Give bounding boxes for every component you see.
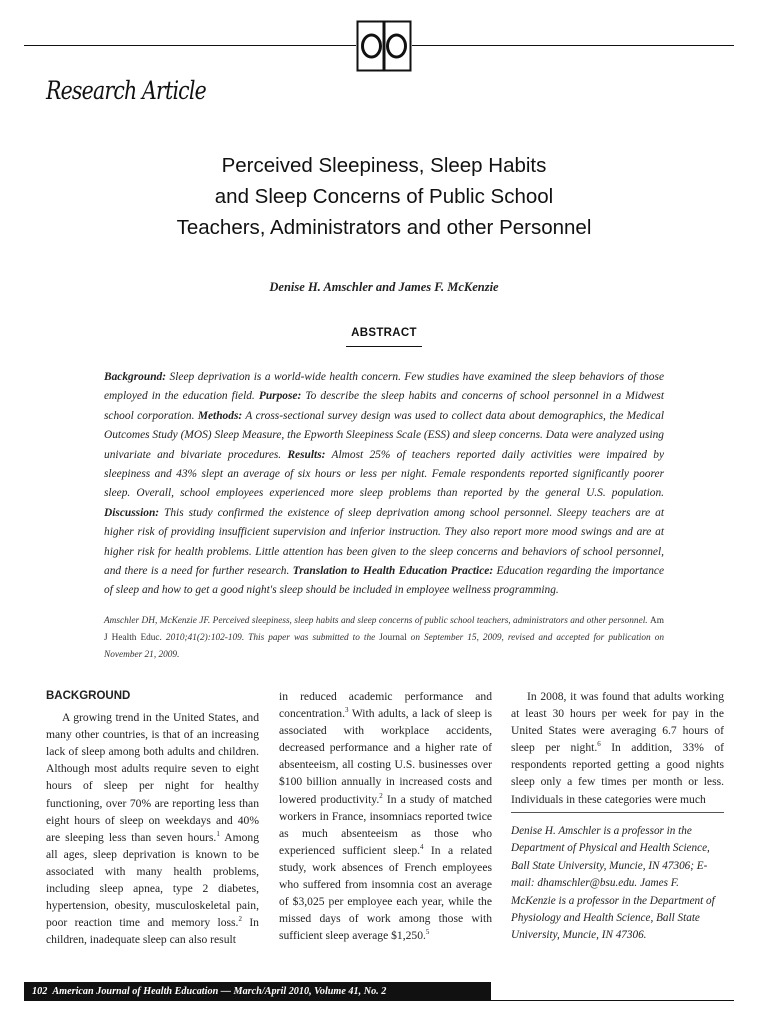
abstract-purpose-text: To describe the sleep habits and concerns of school personnel in a Midwest school corporation. [104, 390, 664, 422]
citation-part-1: Amschler DH, McKenzie JF. Perceived sleepiness, sleep habits and sleep concerns of public school teachers, administrators and other personnel. [104, 616, 651, 626]
citation-part-2: 2010;41(2):102-109. This paper was submitted to the [161, 633, 380, 643]
body-text: In addition, 33% of respondents reported getting a good nights sleep only a few times per month or less. Individuals in these categories were much [511, 741, 724, 806]
body-column-2 [279, 688, 492, 944]
footnote-ref: 5 [425, 928, 430, 937]
footnote-ref: 2 [238, 915, 242, 924]
header-rule-right [412, 45, 734, 46]
footer-journal-name: American Journal of Health Education [52, 986, 219, 997]
authors: Denise H. Amschler and James F. McKenzie [269, 280, 499, 294]
author-note-rule [511, 812, 724, 813]
body-text: In a related study, work absences of French employees who suffered from insomnia cost an average of $3,025 per employee each year, while the missed days of work among those with sufficient sleep average $1,250. [279, 843, 492, 943]
abstract-methods-text: A cross-sectional survey design was used to collect data about demographics, the Medical Outcomes Study (MOS) Sleep Measure, the Epworth Sleepiness Scale (ESS) and sleep concerns. Data were analyzed using univariate and bivariate procedures. [104, 409, 664, 461]
article-title [60, 150, 708, 243]
body-text: With adults, a lack of sleep is associated with workplace accidents, decreased performance and a higher rate of absenteeism, all costing U.S. businesses over $100 billion annually in increased costs and lowered productivity. [279, 707, 492, 806]
citation-journal: Am J Health Educ. [104, 616, 664, 643]
abstract-rule [346, 346, 422, 347]
body-text: A growing trend in the United States, and many other countries, is that of an increasing lack of sleep among both adults and children. Although most adults require seven to eight hours of sleep per night for healthy functioning, over 70% are reporting less than eight hours of sleep on weekdays and 40% are sleeping less than seven hours. [46, 711, 259, 844]
footnote-ref: 2 [379, 791, 383, 800]
abstract-body [104, 368, 664, 601]
body-column-3 [511, 688, 724, 808]
body-text: Among all ages, sleep deprivation is known to be associated with many health problems, including sleep apnea, type 2 diabetes, hypertension, obesity, musculoskeletal pain, poor reaction time and memory loss. [46, 830, 259, 930]
footnote-ref: 3 [345, 706, 349, 715]
abstract-discussion-label: Discussion: [104, 506, 160, 519]
body-text: In children, inadequate sleep can also result [46, 916, 259, 947]
title-line-1: Perceived Sleepiness, Sleep Habits [221, 154, 547, 177]
title-line-3: Teachers, Administrators and other Personnel [176, 216, 592, 239]
header-rule-left [24, 45, 356, 46]
page-number: 102 [32, 986, 48, 997]
abstract-background-text: Sleep deprivation is a world-wide health concern. Few studies have examined the sleep behaviors of those employed in the education field. [104, 371, 664, 403]
body-paragraph-1 [46, 709, 259, 948]
title-line-2: and Sleep Concerns of Public School [214, 185, 554, 208]
section-label: Research Article [46, 76, 206, 105]
footer-bar [24, 982, 491, 1001]
body-text: In 2008, it was found that adults working at least 30 hours per week for pay in the United States were averaging 6.7 hours of sleep per night. [511, 690, 724, 755]
footer-rule [491, 1000, 734, 1001]
abstract-methods-label: Methods: [197, 409, 243, 422]
author-note: Denise H. Amschler is a professor in the Department of Physical and Health Science, Ball State University, Muncie, IN 47306; E-mail: dhamschler@bsu.edu. James F. McKenzie is a professor in the Department of Physiology and Health Science, Ball State University, Muncie, IN 47306. [511, 825, 715, 942]
abstract-background-label: Background: [104, 371, 167, 383]
background-heading: BACKGROUND [46, 690, 131, 702]
citation-part-3: on September 15, 2009, revised and accepted for publication on November 21, 2009. [104, 633, 664, 660]
abstract-discussion-text: This study confirmed the existence of sleep deprivation among school personnel. Sleepy teachers are at higher risk of providing insufficient supervision and inferior instruction. They also report more mood swings and are at higher risk for health problems. Little attention has been given to the sleep concerns and behaviors of school personnel, and there is a need for further research. [104, 506, 664, 578]
citation [104, 613, 664, 664]
journal-logo-icon [356, 20, 412, 72]
abstract-results-text: Almost 25% of teachers reported daily activities were impaired by sleepiness and 43% slept an average of six hours or less per night. Female respondents reported significantly poorer sleep. Overall, school employees experienced more sleep problems than reported by the general U.S. population. [104, 448, 664, 500]
abstract-translation-text: Education regarding the importance of sleep and how to get a good night's sleep should be included in employee wellness programming. [104, 565, 664, 597]
abstract-heading: ABSTRACT [351, 327, 417, 339]
body-text: In a study of matched workers in France, insomniacs reported twice as much absenteeism as those who experienced sufficient sleep. [279, 792, 492, 857]
footnote-ref: 4 [420, 842, 424, 851]
footnote-ref: 6 [597, 740, 601, 749]
abstract-purpose-label: Purpose: [258, 390, 302, 403]
citation-journal-word: Journal [379, 633, 407, 643]
footnote-ref: 1 [216, 829, 220, 838]
abstract-translation-label: Translation to Health Education Practice: [292, 565, 494, 578]
body-column-1 [46, 688, 259, 948]
body-text: in reduced academic performance and concentration. [279, 690, 492, 721]
abstract-results-label: Results: [287, 448, 326, 461]
body-paragraph-2 [511, 688, 724, 808]
footer-issue: — March/April 2010, Volume 41, No. 2 [218, 986, 387, 997]
body-paragraph-1-cont [279, 688, 492, 944]
